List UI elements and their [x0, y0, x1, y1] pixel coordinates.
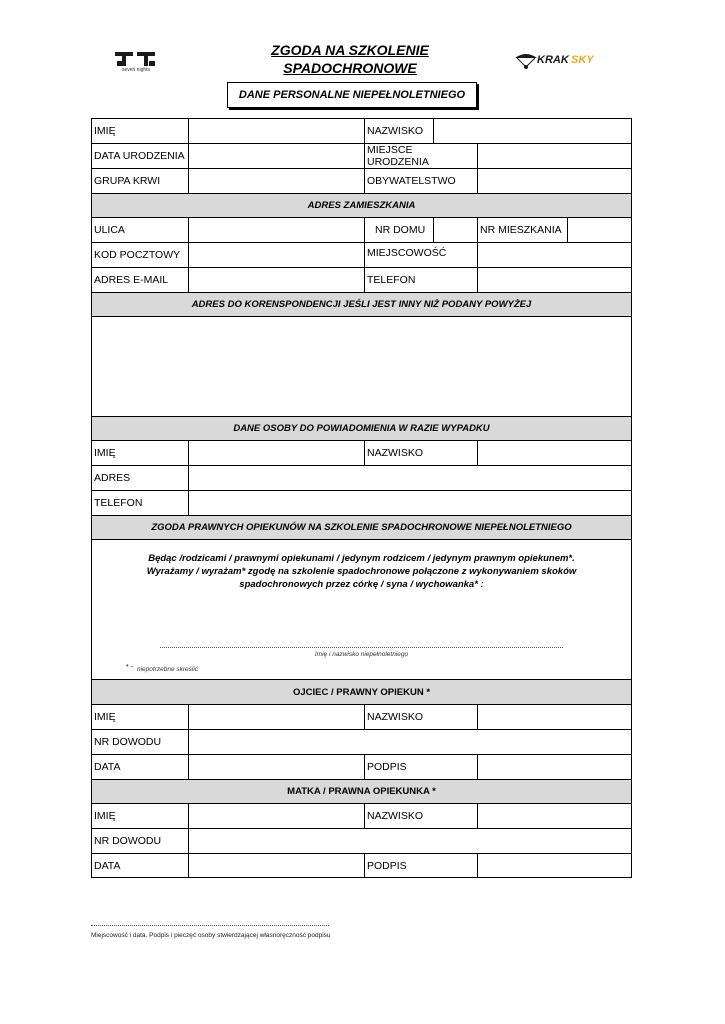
label-telefon: TELEFON [367, 274, 416, 286]
input-ulica[interactable] [189, 218, 364, 242]
input-imie-kontakt[interactable] [189, 441, 364, 465]
label-podpis-matka: PODPIS [367, 860, 407, 872]
footnote-star: * - [126, 664, 133, 671]
section-adres-korespondencji: ADRES DO KORENSPONDENCJI JEŚLI JEST INNY NIŻ PODANY POWYŻEJ [92, 293, 631, 316]
table-row [92, 119, 631, 144]
label-nazwisko-kontakt: NAZWISKO [367, 447, 424, 459]
label-imie-kontakt: IMIĘ [94, 447, 116, 459]
table-row [92, 730, 631, 755]
input-miejsce-urodzenia[interactable] [478, 144, 632, 168]
label-adres-email: ADRES E-MAIL [94, 274, 169, 286]
input-nazwisko-kontakt[interactable] [478, 441, 632, 465]
table-row [92, 491, 631, 516]
table-row [92, 218, 631, 243]
logo-right-text-a: KRAK [537, 54, 569, 66]
input-adres-email[interactable] [189, 268, 364, 292]
table-row [92, 680, 631, 705]
input-data-ojciec[interactable] [189, 755, 364, 779]
name-caption: Imię i nazwisko niepełnoletniego [314, 651, 409, 658]
label-imie-ojciec: IMIĘ [94, 711, 116, 723]
section-osoba-wypadek: DANE OSOBY DO POWIADOMIENIA W RAZIE WYPADKU [92, 417, 631, 440]
table-row [92, 854, 631, 878]
input-grupa-krwi[interactable] [189, 169, 364, 193]
krakSky-logo [513, 52, 603, 70]
table-row [92, 780, 631, 804]
parachute-icon [513, 52, 539, 70]
table-row [92, 829, 631, 854]
input-imie[interactable] [189, 119, 364, 143]
label-miejscowosc: MIEJSCOWOŚĆ [367, 247, 447, 259]
logo-right-text-b: SKY [571, 54, 594, 66]
input-kod-pocztowy[interactable] [189, 243, 364, 267]
input-podpis-matka[interactable] [478, 854, 632, 878]
name-signature-line[interactable] [160, 647, 563, 648]
input-data-urodzenia[interactable] [189, 144, 364, 168]
input-nazwisko-ojciec[interactable] [478, 705, 632, 729]
label-data-urodzenia: DATA URODZENIA [94, 150, 185, 162]
consent-line2: Wyrażamy / wyrażam* zgodę na szkolenie spadochronowe połączone z wykonywaniem skoków [146, 566, 577, 577]
label-nazwisko-ojciec: NAZWISKO [367, 711, 424, 723]
table-row [92, 243, 631, 268]
label-obywatelstwo: OBYWATELSTWO [367, 175, 456, 187]
label-nr-domu: NR DOMU [375, 224, 426, 236]
input-telefon[interactable] [478, 268, 632, 292]
section-ojciec: OJCIEC / PRAWNY OPIEKUN * [92, 680, 631, 704]
consent-line1: Będąc /rodzicami / prawnymi opiekunami / jedynym rodzicem / jedynym prawnym opiekunem*. [148, 553, 575, 564]
table-row [92, 144, 631, 169]
label-data-ojciec: DATA [94, 761, 121, 773]
label-imie-matka: IMIĘ [94, 810, 116, 822]
table-row [92, 293, 631, 317]
table-row [92, 755, 631, 780]
section-matka: MATKA / PRAWNA OPIEKUNKA * [92, 780, 631, 803]
table-row [92, 268, 631, 293]
footer-caption: Miejscowość i data. Podpis i pieczęć osoby stwierdzającej własnoręczność podpisu [91, 932, 331, 939]
label-miejsce-urodzenia: MIEJSCE URODZENIA [367, 144, 429, 168]
input-podpis-ojciec[interactable] [478, 755, 632, 779]
input-nazwisko-matka[interactable] [478, 804, 632, 828]
table-row [92, 804, 631, 829]
footnote-text: niepotrzebne skreślić [137, 666, 199, 673]
page-title-line1: ZGODA NA SZKOLENIE [271, 42, 429, 58]
section-adres-zamieszkania: ADRES ZAMIESZKANIA [92, 194, 631, 217]
input-miejscowosc[interactable] [478, 243, 632, 267]
table-row [92, 516, 631, 540]
label-telefon-kontakt: TELEFON [94, 497, 143, 509]
label-data-matka: DATA [94, 860, 121, 872]
table-row [92, 705, 631, 730]
label-nr-dowodu-matka: NR DOWODU [94, 835, 162, 847]
label-nr-dowodu-ojciec: NR DOWODU [94, 736, 162, 748]
input-imie-ojciec[interactable] [189, 705, 364, 729]
input-nr-domu[interactable] [434, 218, 477, 242]
input-data-matka[interactable] [189, 854, 364, 878]
input-nr-dowodu-matka[interactable] [189, 829, 632, 853]
input-nr-mieszkania[interactable] [568, 218, 632, 242]
table-row [92, 441, 631, 466]
section-zgoda: ZGODA PRAWNYCH OPIEKUNÓW NA SZKOLENIE SPADOCHRONOWE NIEPEŁNOLETNIEGO [92, 516, 631, 539]
input-nr-dowodu-ojciec[interactable] [189, 730, 632, 754]
form-table [91, 118, 632, 878]
footer-signature-line[interactable] [91, 925, 329, 926]
input-adres-kontakt[interactable] [189, 466, 632, 490]
table-row [92, 169, 631, 194]
label-kod-pocztowy: KOD POCZTOWY [94, 249, 181, 261]
textarea-korespondencja[interactable] [92, 317, 631, 417]
label-nazwisko: NAZWISKO [367, 125, 424, 137]
input-obywatelstwo[interactable] [478, 169, 632, 193]
label-ulica: ULICA [94, 224, 125, 236]
input-nazwisko[interactable] [434, 119, 632, 143]
label-imie: IMIĘ [94, 125, 116, 137]
label-grupa-krwi: GRUPA KRWI [94, 175, 161, 187]
label-podpis-ojciec: PODPIS [367, 761, 407, 773]
input-imie-matka[interactable] [189, 804, 364, 828]
consent-line3: spadochronowych przez córkę / syna / wychowanka* : [239, 579, 484, 590]
section-subtitle: DANE PERSONALNE NIEPEŁNOLETNIEGO [227, 82, 477, 108]
label-nr-mieszkania: NR MIESZKANIA [480, 224, 562, 236]
consent-block [92, 540, 631, 680]
logo-left-caption: seven nights [121, 67, 151, 73]
input-telefon-kontakt[interactable] [189, 491, 632, 515]
label-nazwisko-matka: NAZWISKO [367, 810, 424, 822]
table-row [92, 466, 631, 491]
label-adres-kontakt: ADRES [94, 472, 131, 484]
page-title-line2: SPADOCHRONOWE [283, 60, 417, 76]
table-row [92, 194, 631, 218]
table-row [92, 417, 631, 441]
